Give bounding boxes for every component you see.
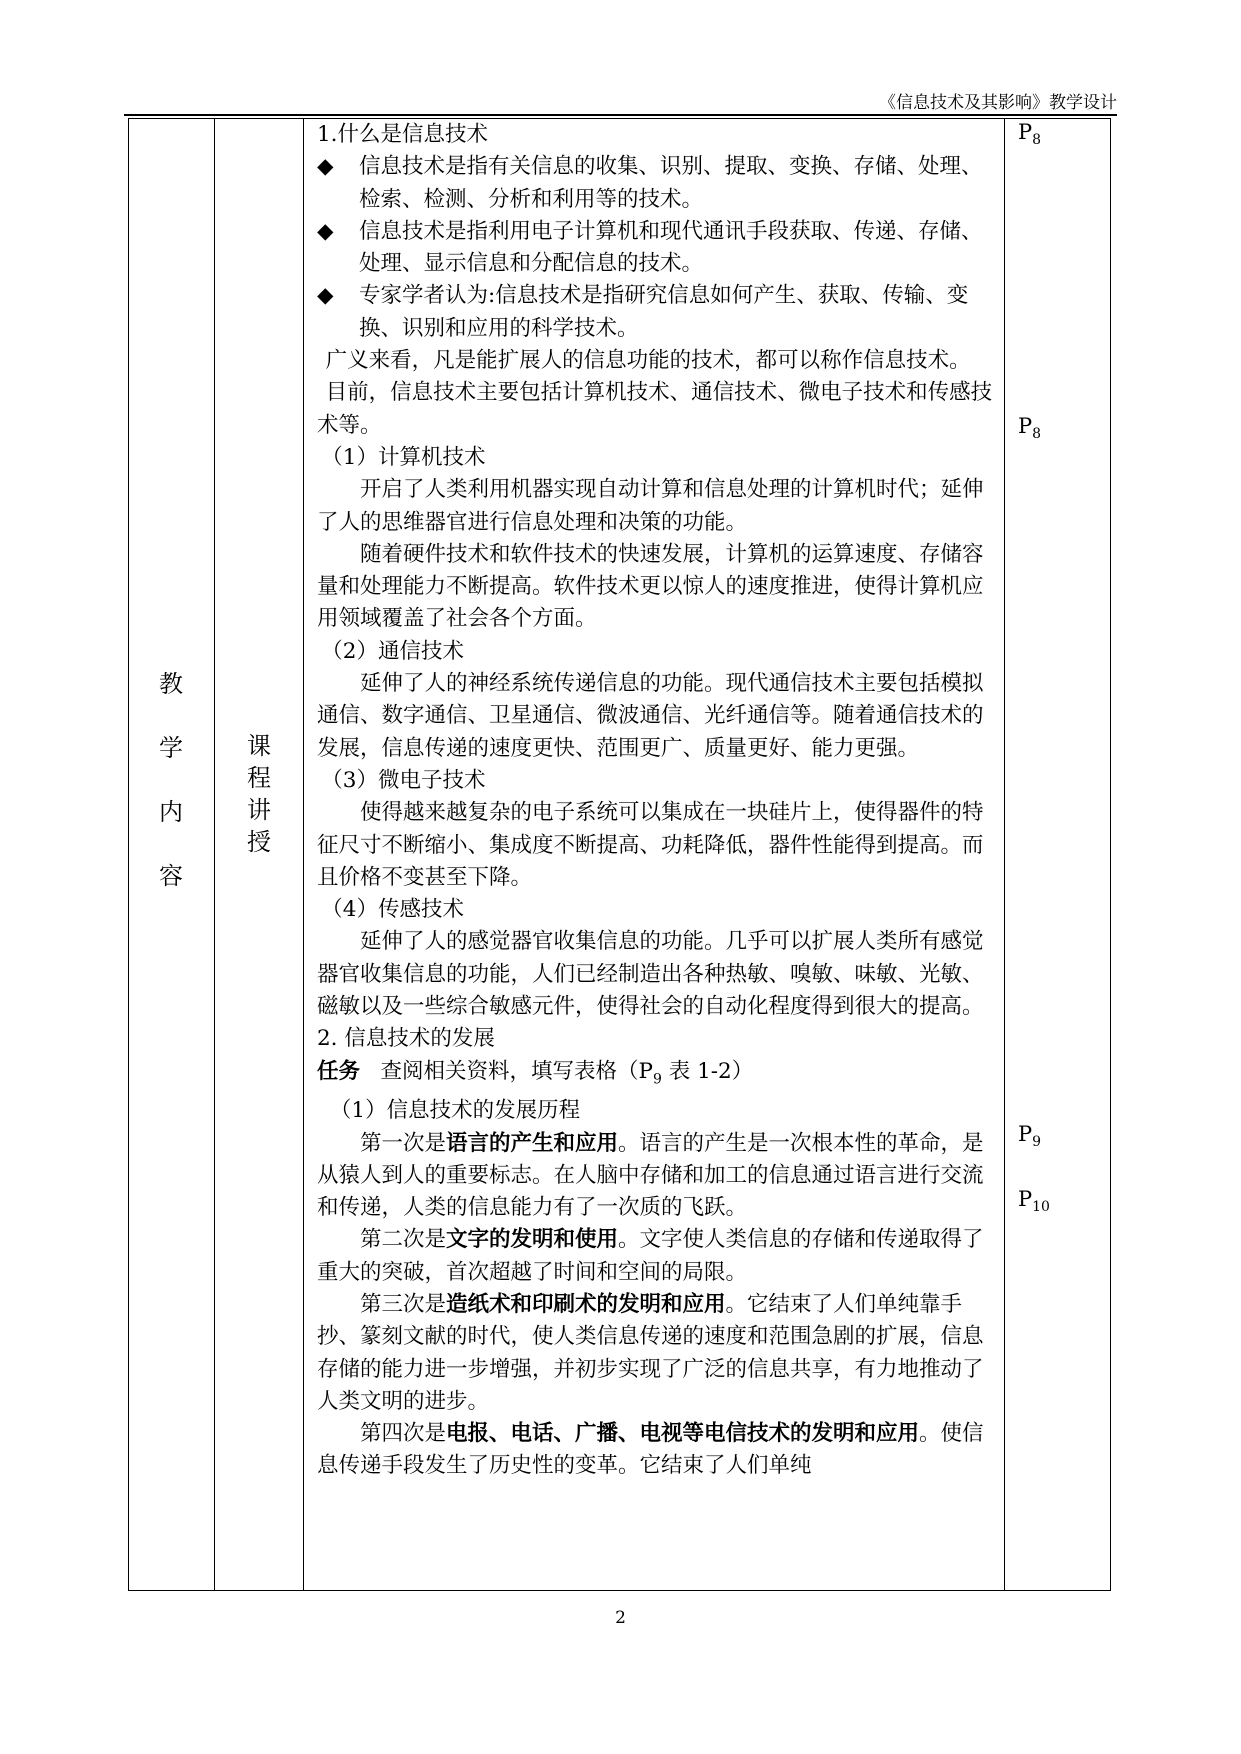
paragraph: 延伸了人的神经系统传递信息的功能。现代通信技术主要包括模拟通信、数字通信、卫星通信、微波通信、光纤通信等。随着通信技术的发展，信息传递的速度更快、范围更广、质量更好、能力更强。	[317, 671, 984, 761]
task-label: 任务	[317, 1058, 361, 1084]
subsection-title: （4）传感技术	[321, 897, 464, 923]
label-char: 学	[159, 734, 183, 762]
teaching-content-label	[128, 668, 214, 924]
paragraph: 使得越来越复杂的电子系统可以集成在一块硅片上，使得器件的特征尺寸不断缩小、集成度不断提高、功耗降低，器件性能得到提高。而且价格不变甚至下降。	[317, 800, 984, 890]
section-heading: 1.什么是信息技术	[317, 122, 489, 147]
subsection-title: （2）通信技术	[321, 638, 464, 664]
paragraph: 延伸了人的感觉器官收集信息的功能。几乎可以扩展人类所有感觉器官收集信息的功能，人们已经制造出各种热敏、嗅敏、味敏、光敏、磁敏以及一些综合敏感元件，使得社会的自动化程度得到很大的提高。	[317, 929, 984, 1020]
header-rule	[124, 114, 1117, 116]
page-reference: $P_9$	[1018, 1122, 1042, 1151]
diamond-bullet-icon: ◆	[317, 154, 334, 180]
subsection-title: （3）微电子技术	[321, 767, 486, 793]
paragraph: 随着硬件技术和软件技术的快速发展，计算机的运算速度、存储容量和处理能力不断提高。软件技术更以惊人的速度推进，使得计算机应用领域覆盖了社会各个方面。	[317, 541, 984, 632]
lecture-label	[215, 730, 303, 858]
lesson-content	[317, 119, 1001, 1483]
subsection-title: （1）计算机技术	[321, 444, 486, 470]
label-char: 容	[159, 862, 183, 890]
table-divider-3	[1004, 118, 1005, 1591]
paragraph: 第一次是语言的产生和应用。语言的产生是一次根本性的革命，是从猿人到人的重要标志。在人脑中存储和加工的信息通过语言进行交流和传递，人类的信息能力有了一次质的飞跃。	[317, 1130, 984, 1221]
list-item: ◆ 专家学者认为:信息技术是指研究信息如何产生、获取、传输、变换、识别和应用的科学技术。	[317, 280, 1001, 345]
page-number: 2	[615, 1608, 626, 1628]
label-char: 教	[159, 670, 183, 698]
diamond-bullet-icon: ◆	[317, 218, 334, 244]
label-char: 讲	[247, 796, 271, 824]
page-reference: $P_{10}$	[1018, 1187, 1050, 1216]
page-reference: $P_8$	[1018, 414, 1042, 443]
paragraph: 第三次是造纸术和印刷术的发明和应用。它结束了人们单纯靠手抄、篆刻文献的时代，使人类信息传递的速度和范围急剧的扩展，信息存储的能力进一步增强，并初步实现了广泛的信息共享，有力地推动了人类文明的进步。	[317, 1291, 984, 1414]
subsection-title: （1）信息技术的发展历程	[329, 1098, 581, 1124]
task-line: 任务 查阅相关资料，填写表格（$P_9$ 表 1-2）	[317, 1058, 754, 1087]
paragraph: 开启了人类利用机器实现自动计算和信息处理的计算机时代；延伸了人的思维器官进行信息处理和决策的功能。	[317, 477, 984, 535]
section-heading: 2. 信息技术的发展	[317, 1026, 495, 1052]
diamond-bullet-icon: ◆	[317, 283, 334, 309]
document-header-title: 《信息技术及其影响》教学设计	[879, 93, 1117, 113]
list-item: ◆ 信息技术是指利用电子计算机和现代通讯手段获取、传递、存储、处理、显示信息和分配信息的技术。	[317, 216, 1001, 281]
paragraph: 目前，信息技术主要包括计算机技术、通信技术、微电子技术和传感技术等。	[317, 380, 993, 438]
paragraph: 广义来看，凡是能扩展人的信息功能的技术，都可以称作信息技术。	[325, 348, 971, 374]
list-item: ◆ 信息技术是指有关信息的收集、识别、提取、变换、存储、处理、检索、检测、分析和利用等的技术。	[317, 151, 1001, 216]
label-char: 内	[159, 798, 183, 826]
label-char: 课	[247, 732, 271, 760]
paragraph: 第四次是电报、电话、广播、电视等电信技术的发明和应用。使信息传递手段发生了历史性的变革。它结束了人们单纯	[317, 1421, 984, 1479]
table-divider-2	[303, 118, 304, 1591]
paragraph: 第二次是文字的发明和使用。文字使人类信息的存储和传递取得了重大的突破，首次超越了时间和空间的局限。	[317, 1227, 984, 1285]
label-char: 授	[247, 828, 271, 856]
page-reference: $P_8$	[1018, 120, 1042, 149]
label-char: 程	[247, 764, 271, 792]
